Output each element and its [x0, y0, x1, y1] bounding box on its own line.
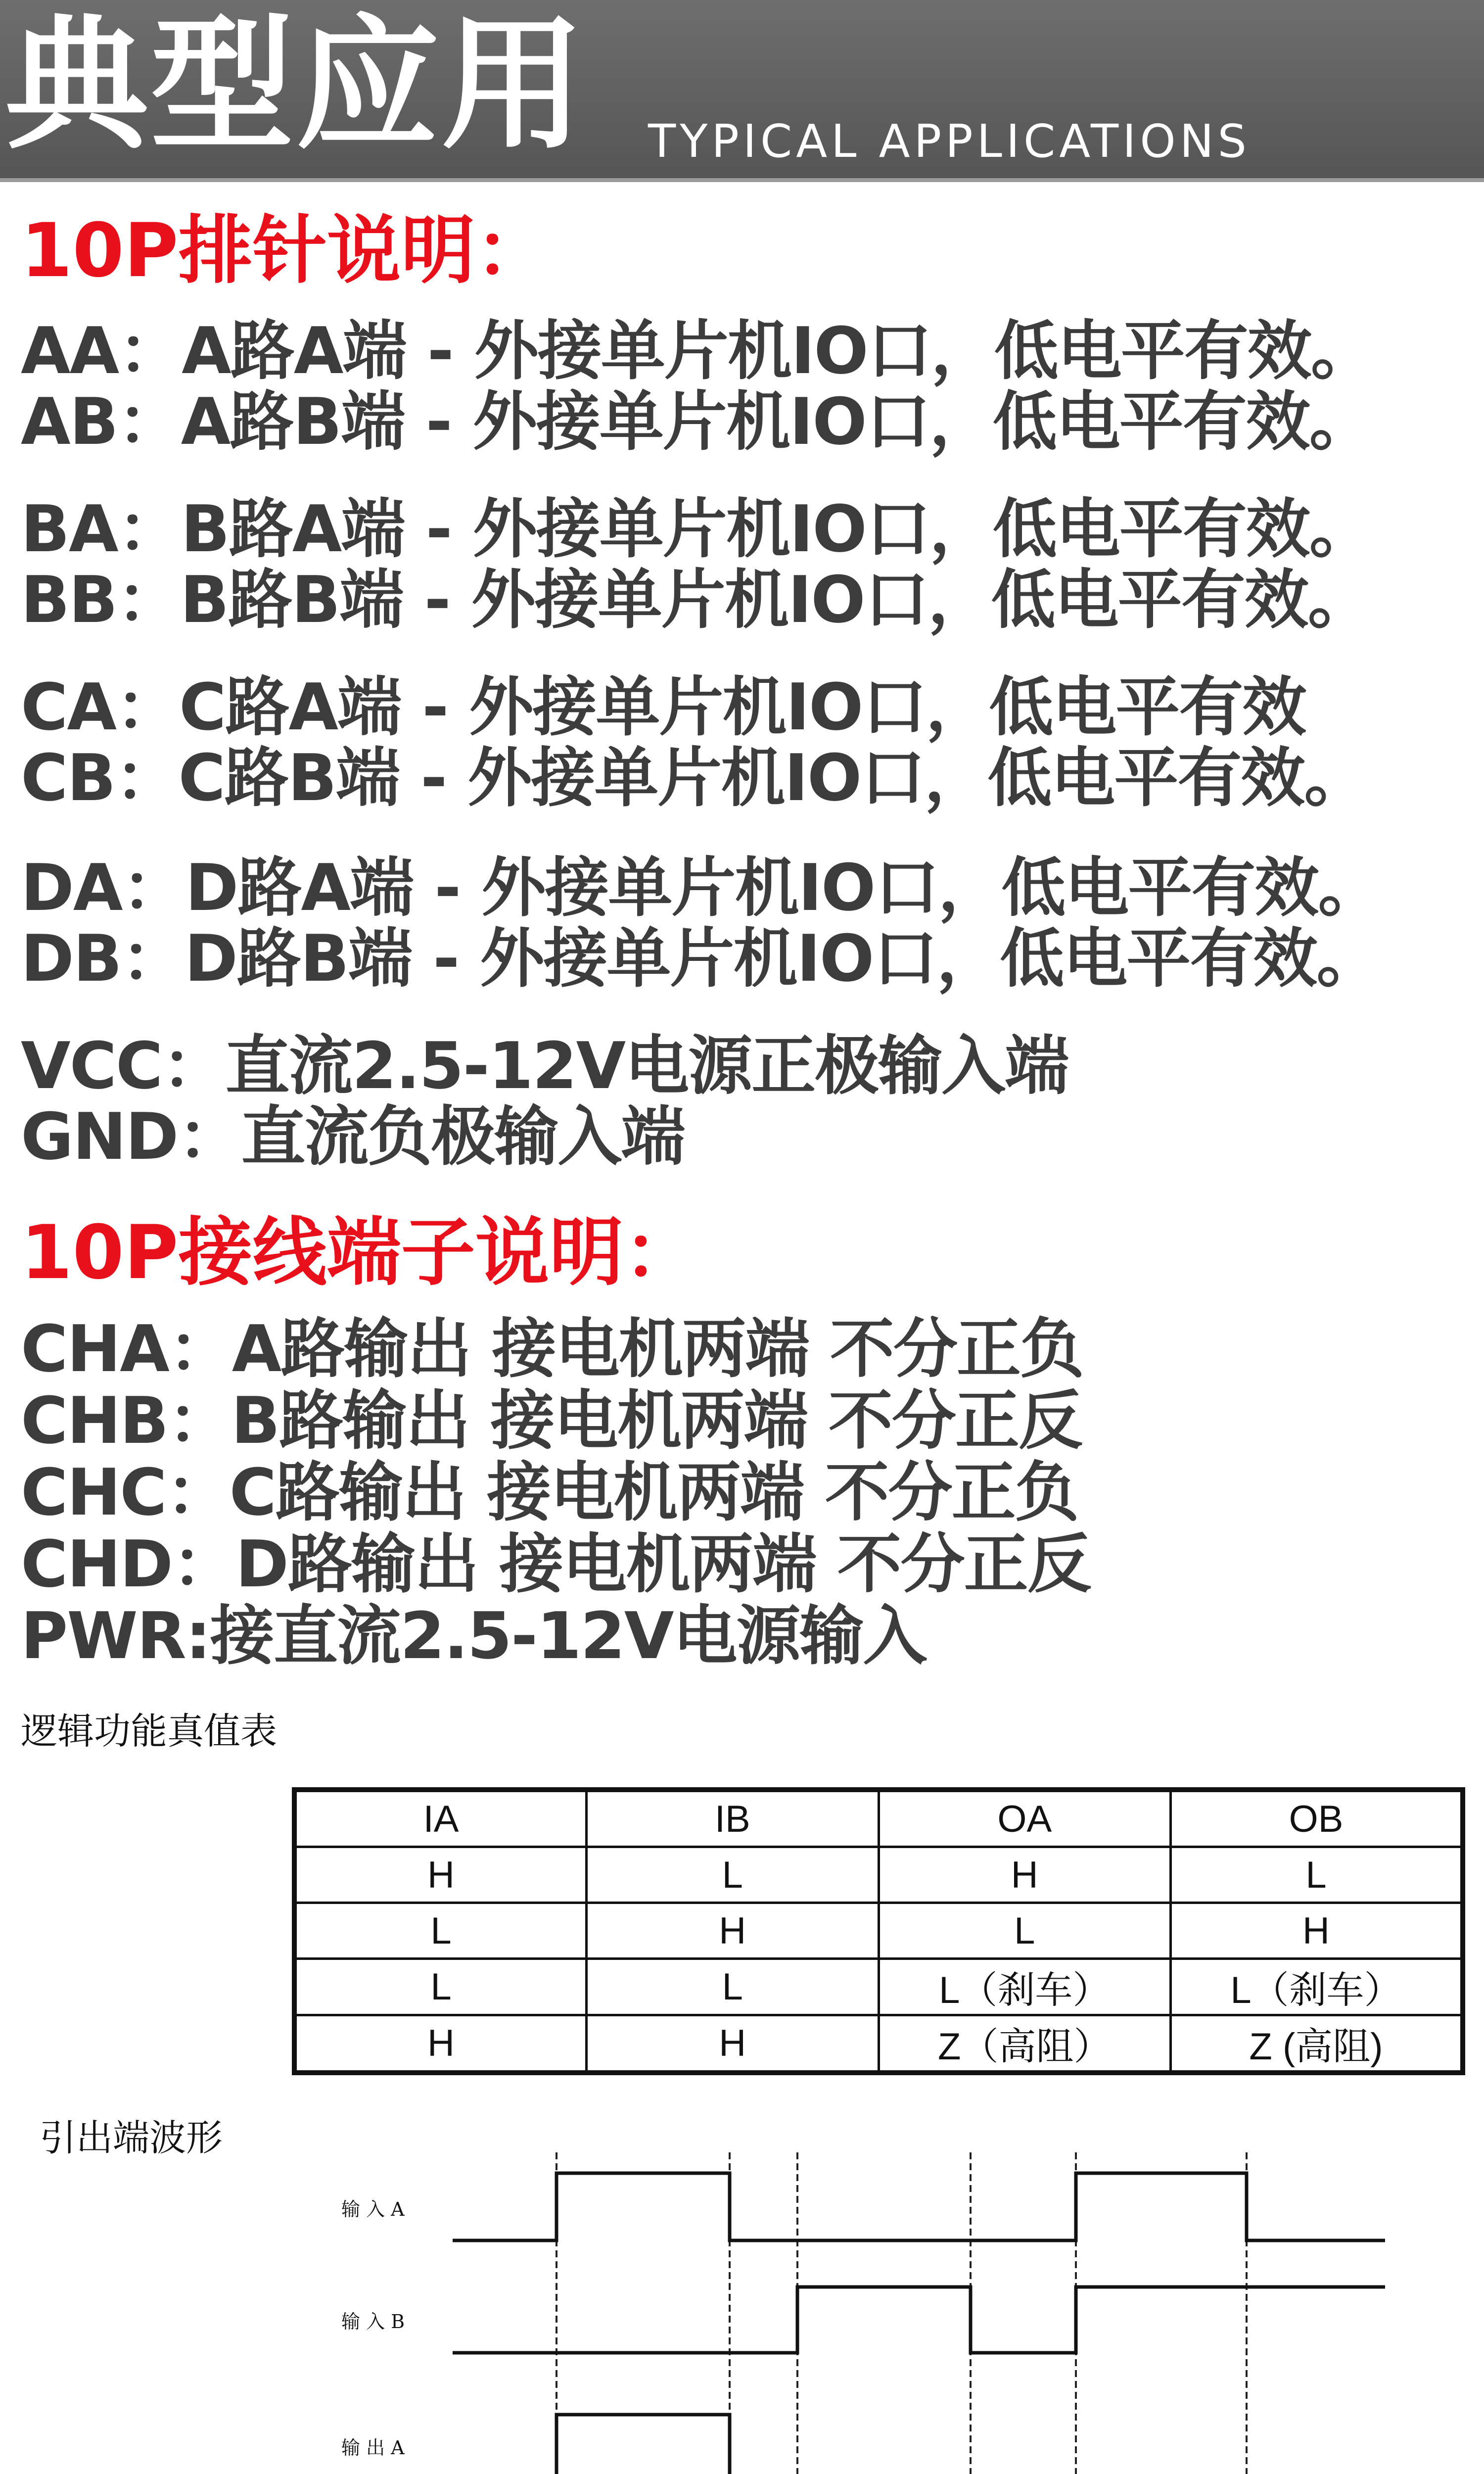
table-header-row: [294, 1790, 1463, 1847]
page-title: 典型应用: [5, 2, 587, 169]
table-cell: H: [587, 1903, 879, 1959]
pin-line: BB：B路B端 - 外接单片机IO口，低电平有效。: [21, 562, 1371, 637]
waveform-diagram: [0, 2128, 1484, 2474]
pin-line: CB：C路B端 - 外接单片机IO口，低电平有效。: [21, 740, 1368, 815]
pin-line: AA：A路A端 - 外接单片机IO口，低电平有效。: [21, 313, 1374, 388]
table-row: [294, 1847, 1463, 1903]
terminal-line: CHB：B路输出 接电机两端 不分正反: [21, 1383, 1082, 1458]
pin-line: VCC：直流2.5-12V电源正极输入端: [21, 1028, 1068, 1103]
table-cell: H: [1171, 1903, 1463, 1959]
signal-trace: [453, 2173, 1385, 2240]
terminal-line: CHA：A路输出 接电机两端 不分正负: [21, 1311, 1083, 1386]
table-header-cell: IA: [294, 1790, 587, 1847]
pin-line: DA：D路A端 - 外接单片机IO口，低电平有效。: [21, 850, 1382, 925]
signal-trace: [453, 2415, 1385, 2474]
signal-trace: [453, 2287, 1385, 2353]
table-cell: Z (高阻): [1171, 2015, 1463, 2073]
table-cell: Z（高阻）: [879, 2015, 1171, 2073]
table-row: [294, 2015, 1463, 2073]
signal-label: 输 入 B: [341, 2311, 405, 2332]
table-cell: L: [879, 1903, 1171, 1959]
signal-label: 输 出 A: [341, 2437, 405, 2459]
table-cell: L（刹车）: [1171, 1959, 1463, 2015]
pin-section-title: 10P排针说明：: [21, 208, 550, 294]
table-cell: H: [294, 1847, 587, 1903]
truth-table: [292, 1787, 1465, 2075]
header-banner: [0, 0, 1484, 182]
table-cell: L: [294, 1959, 587, 2015]
table-cell: L: [1171, 1847, 1463, 1903]
pin-line: GND：直流负极输入端: [21, 1099, 685, 1174]
table-cell: L: [587, 1847, 879, 1903]
table-cell: L（刹车）: [879, 1959, 1171, 2015]
pin-line: DB：D路B端 - 外接单片机IO口，低电平有效。: [21, 921, 1380, 996]
table-header-cell: OA: [879, 1790, 1171, 1847]
table-cell: L: [294, 1903, 587, 1959]
terminal-section-title: 10P接线端子说明：: [21, 1210, 698, 1296]
page-subtitle: TYPICAL APPLICATIONS: [648, 115, 1251, 168]
table-cell: H: [879, 1847, 1171, 1903]
table-header-cell: IB: [587, 1790, 879, 1847]
table-row: [294, 1903, 1463, 1959]
table-row: [294, 1959, 1463, 2015]
terminal-line: CHD：D路输出 接电机两端 不分正反: [21, 1526, 1091, 1602]
terminal-line: PWR:接直流2.5-12V电源输入: [21, 1598, 927, 1673]
table-cell: H: [294, 2015, 587, 2073]
pin-line: AB：A路B端 - 外接单片机IO口，低电平有效。: [21, 384, 1373, 459]
table-cell: L: [587, 1959, 879, 2015]
terminal-line: CHC：C路输出 接电机两端 不分正负: [21, 1455, 1078, 1530]
truth-table-caption: 逻辑功能真值表: [21, 1710, 277, 1753]
pin-line: BA：B路A端 - 外接单片机IO口，低电平有效。: [21, 491, 1373, 567]
table-cell: H: [587, 2015, 879, 2073]
table-header-cell: OB: [1171, 1790, 1463, 1847]
pin-line: CA：C路A端 - 外接单片机IO口，低电平有效: [21, 669, 1306, 745]
signal-label: 输 入 A: [341, 2198, 405, 2220]
waveform-caption: 引出端波形: [40, 2117, 223, 2159]
